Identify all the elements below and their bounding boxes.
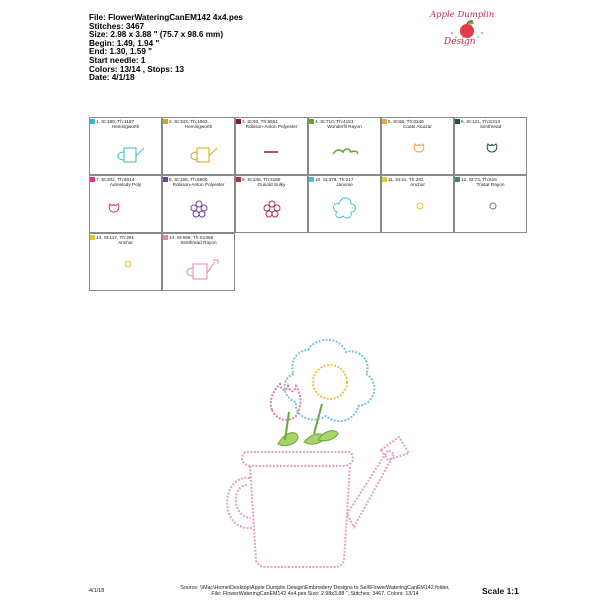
color-stop-cell (162, 233, 235, 291)
circle-yellow-icon (90, 246, 163, 292)
color-stop-stitch-info: 12. St:73, Th:616 (461, 177, 497, 182)
watering-can-icon (163, 130, 236, 176)
logo-text-line1: Apple Dumplin (430, 10, 495, 20)
color-stop-label (382, 119, 453, 129)
color-stop-stitch-info: 10. St:378, Th:217 (315, 177, 354, 182)
file-date: Date: 4/1/18 (89, 73, 135, 83)
thread-brand: Robison-Anton Polyester (172, 182, 225, 188)
color-stop-label (90, 235, 161, 245)
color-stop-stitch-info: 11. St:41, Th:291 (388, 177, 424, 182)
apple-dumplin-logo (424, 4, 510, 54)
tulip-small-icon (382, 130, 455, 176)
thread-color-swatch (455, 119, 460, 124)
color-stop-cell (162, 117, 235, 175)
thread-color-swatch (236, 119, 241, 124)
color-stop-label (309, 177, 380, 187)
thread-brand: Hemingworth (111, 124, 140, 130)
dash-icon (236, 130, 309, 176)
embroidery-design-preview (90, 292, 510, 582)
watering-can-icon (90, 130, 163, 176)
color-stop-cell (381, 117, 454, 175)
thread-color-swatch (163, 177, 168, 182)
color-stop-cell (308, 175, 381, 233)
circle-grey-icon (455, 188, 528, 234)
daisy-center (313, 365, 347, 399)
thread-color-swatch (90, 235, 95, 240)
color-stop-stitch-info: 7. St:202, Th:6014 (96, 177, 135, 182)
color-stop-cell (235, 117, 308, 175)
end-position: End: 1.30, 1.59 " (89, 47, 153, 57)
color-stop-cell (89, 233, 162, 291)
color-stop-stitch-info: 14. St:696, Th:S1358 (169, 235, 214, 240)
tulip (271, 384, 301, 420)
tulip-pink-icon (90, 188, 163, 234)
thread-color-swatch (90, 177, 95, 182)
thread-brand: Robison-Anton Polyester (245, 124, 298, 130)
flower-icon (163, 188, 236, 234)
thread-brand: Anchor (118, 240, 133, 246)
design-size: Size: 2.98 x 3.88 " (75.7 x 98.6 mm) (89, 30, 224, 40)
color-stop-stitch-info: 3. St:93, Th:5561 (242, 119, 278, 124)
thread-color-swatch (309, 119, 314, 124)
color-stop-cell (235, 175, 308, 233)
flower-icon (236, 188, 309, 234)
color-stop-label (90, 119, 161, 129)
start-needle: Start needle: 1 (89, 55, 146, 65)
color-stop-cell (89, 117, 162, 175)
color-stop-cell (308, 117, 381, 175)
color-stop-label (236, 119, 307, 129)
flower-cyan-icon (309, 188, 382, 234)
thread-color-swatch (163, 235, 168, 240)
watering-can (227, 437, 409, 567)
stitch-count: Stitches: 3467 (89, 21, 145, 31)
thread-brand: Anchor (410, 182, 425, 188)
color-stop-label (163, 177, 234, 187)
circle-yellow-icon (382, 188, 455, 234)
thread-brand: Tristar Rayon (476, 182, 505, 188)
color-stop-stitch-info: 4. St:710, Th:4151 (315, 119, 354, 124)
leaves-icon (309, 130, 382, 176)
begin-position: Begin: 1.49, 1.94 " (89, 38, 160, 48)
thread-color-swatch (382, 119, 387, 124)
color-stop-cell (454, 117, 527, 175)
thread-color-swatch (163, 119, 168, 124)
daisy (284, 340, 374, 421)
color-count: Colors: 13/14 , Stops: 13 (89, 64, 185, 74)
color-stop-label (455, 177, 526, 187)
color-stop-stitch-info: 8. St:158, Th:5800 (169, 177, 208, 182)
thread-color-swatch (382, 177, 387, 182)
source-path (150, 585, 480, 597)
color-stop-cell (89, 175, 162, 233)
color-stop-stitch-info: 2. St:343, Th:1063 (169, 119, 208, 124)
flower-watering-can-illustration (90, 292, 510, 582)
thread-color-swatch (236, 177, 241, 182)
color-stop-stitch-info: 6. St:121, Th:S313 (461, 119, 501, 124)
thread-brand: Hemingworth (184, 124, 213, 130)
scale-label: Scale 1:1 (482, 586, 519, 596)
thread-color-swatch (455, 177, 460, 182)
color-stop-label (455, 119, 526, 129)
color-stop-cell (162, 175, 235, 233)
color-stop-stitch-info: 5. St:66, Th:0246 (388, 119, 424, 124)
color-stop-label (163, 119, 234, 129)
color-stop-label (163, 235, 234, 245)
thread-color-swatch (309, 177, 314, 182)
color-stop-label (309, 119, 380, 129)
thread-brand: Coats Alcazar (403, 124, 432, 130)
tulip-small-icon (455, 130, 528, 176)
thread-brand: Wonderfil Rayon (327, 124, 362, 130)
file-info-header (89, 14, 369, 83)
file-name: File: FlowerWateringCanEM142 4x4.pes (89, 13, 243, 22)
color-stop-cell (454, 175, 527, 233)
color-stop-label (90, 177, 161, 187)
color-stop-stitch-info: 13. St:117, Th:291 (96, 235, 135, 240)
source-line-2: File: FlowerWateringCanEM142 4x4.pes Size: 2.98x3.88 ", Stitches: 3467, Colors: 13/14 (211, 591, 419, 597)
thread-brand: Admelody Poly (109, 182, 142, 188)
color-stop-label (236, 177, 307, 187)
thread-brand: Gunold Sulky (257, 182, 286, 188)
logo-text-line2: Design (444, 37, 476, 47)
thread-brand: Janome (336, 182, 353, 188)
leaves (278, 404, 338, 446)
color-stop-stitch-info: 1. St:180, Th:1187 (96, 119, 135, 124)
color-stop-stitch-info: 9. St:246, Th:3169 (242, 177, 281, 182)
color-stop-cell (381, 175, 454, 233)
thread-color-swatch (90, 119, 95, 124)
thread-brand: Simthread (479, 124, 502, 130)
thread-brand: Simthread Rayon (180, 240, 217, 246)
footer-date: 4/1/18 (89, 588, 105, 594)
watering-can-pink-icon (163, 246, 236, 292)
source-line-1: Source: \\Mac\Home\Desktop\Apple Dumplin Design\Embroidery Designs to Sell\FlowerWateringCanEM142 folder, (180, 585, 450, 591)
color-stop-label (382, 177, 453, 187)
